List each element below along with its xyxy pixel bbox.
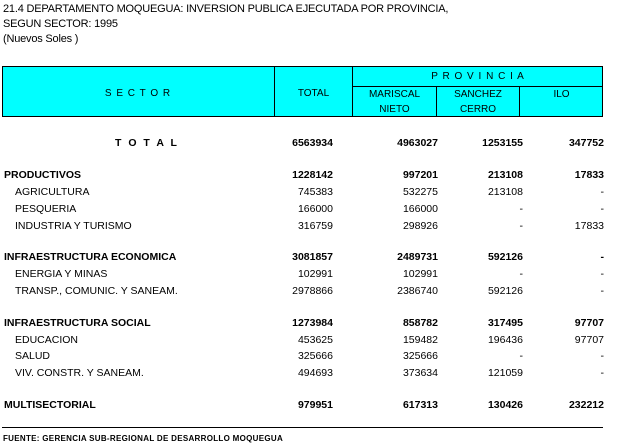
row-label: T O T A L bbox=[115, 137, 179, 149]
table-row bbox=[0, 251, 628, 267]
cell-sanchez: 196436 bbox=[487, 334, 523, 346]
row-label: PESQUERIA bbox=[15, 203, 77, 215]
table-row bbox=[0, 367, 628, 383]
cell-total: 3081857 bbox=[292, 251, 333, 263]
cell-mariscal: 4963027 bbox=[397, 137, 438, 149]
cell-ilo: - bbox=[600, 203, 604, 215]
table-row bbox=[0, 169, 628, 185]
cell-ilo: - bbox=[600, 251, 604, 263]
cell-mariscal: 166000 bbox=[402, 203, 438, 215]
table-row bbox=[0, 220, 628, 236]
cell-total: 453625 bbox=[297, 334, 333, 346]
cell-ilo: 97707 bbox=[574, 317, 604, 329]
table-row-total bbox=[0, 137, 628, 153]
cell-ilo: - bbox=[600, 268, 604, 280]
cell-sanchez: 592126 bbox=[487, 251, 523, 263]
cell-mariscal: 298926 bbox=[402, 220, 438, 232]
row-label: PRODUCTIVOS bbox=[4, 169, 82, 181]
cell-ilo: 17833 bbox=[574, 220, 604, 232]
cell-total: 2978866 bbox=[292, 285, 333, 297]
cell-total: 316759 bbox=[297, 220, 333, 232]
cell-mariscal: 2386740 bbox=[397, 285, 438, 297]
cell-ilo: 232212 bbox=[568, 399, 604, 411]
cell-mariscal: 997201 bbox=[402, 169, 438, 181]
cell-mariscal: 617313 bbox=[402, 399, 438, 411]
cell-total: 6563934 bbox=[292, 137, 333, 149]
header-provincia: P R O V I N C I A bbox=[431, 71, 525, 82]
cell-ilo: - bbox=[600, 186, 604, 198]
cell-mariscal: 2489731 bbox=[397, 251, 438, 263]
table-row bbox=[0, 285, 628, 301]
cell-sanchez: - bbox=[519, 203, 523, 215]
table-row bbox=[0, 399, 628, 415]
row-label: INDUSTRIA Y TURISMO bbox=[15, 220, 132, 232]
cell-sanchez: 1253155 bbox=[482, 137, 523, 149]
header-ilo: ILO bbox=[553, 89, 570, 100]
cell-mariscal: 102991 bbox=[402, 268, 438, 280]
row-label: EDUCACION bbox=[15, 334, 79, 346]
cell-mariscal: 325666 bbox=[402, 350, 438, 362]
cell-mariscal: 858782 bbox=[402, 317, 438, 329]
header-mariscal-1: MARISCAL bbox=[368, 89, 421, 100]
cell-sanchez: 592126 bbox=[487, 285, 523, 297]
source-note: FUENTE: GERENCIA SUB-REGIONAL DE DESARROLLO MOQUEGUA bbox=[3, 434, 284, 443]
cell-total: 325666 bbox=[297, 350, 333, 362]
table-row bbox=[0, 350, 628, 366]
row-label: INFRAESTRUCTURA SOCIAL bbox=[4, 317, 151, 329]
cell-sanchez: 213108 bbox=[487, 186, 523, 198]
cell-total: 745383 bbox=[297, 186, 333, 198]
table-row bbox=[0, 268, 628, 284]
cell-total: 102991 bbox=[297, 268, 333, 280]
cell-sanchez: 130426 bbox=[487, 399, 523, 411]
row-label: SALUD bbox=[15, 350, 51, 362]
cell-sanchez: 317495 bbox=[487, 317, 523, 329]
cell-ilo: 347752 bbox=[568, 137, 604, 149]
cell-mariscal: 532275 bbox=[402, 186, 438, 198]
row-label: TRANSP., COMUNIC. Y SANEAM. bbox=[15, 285, 178, 297]
header-total: TOTAL bbox=[297, 88, 330, 99]
cell-ilo: - bbox=[600, 367, 604, 379]
table-title-line1: 21.4 DEPARTAMENTO MOQUEGUA: INVERSION PUBLICA EJECUTADA POR PROVINCIA, bbox=[3, 3, 449, 15]
cell-mariscal: 373634 bbox=[402, 367, 438, 379]
table-row bbox=[0, 334, 628, 350]
header-sanchez-1: SANCHEZ bbox=[454, 89, 502, 100]
cell-ilo: - bbox=[600, 350, 604, 362]
footer-divider bbox=[2, 427, 603, 428]
cell-ilo: 17833 bbox=[574, 169, 604, 181]
header-divider bbox=[352, 86, 603, 87]
cell-total: 494693 bbox=[297, 367, 333, 379]
table-row bbox=[0, 203, 628, 219]
cell-sanchez: - bbox=[519, 220, 523, 232]
cell-sanchez: 121059 bbox=[487, 367, 523, 379]
cell-total: 166000 bbox=[297, 203, 333, 215]
table-title-line2: SEGUN SECTOR: 1995 bbox=[3, 18, 118, 30]
header-sector: S E C T O R bbox=[104, 88, 172, 99]
header-mariscal-2: NIETO bbox=[379, 104, 410, 115]
row-label: AGRICULTURA bbox=[15, 186, 90, 198]
cell-sanchez: - bbox=[519, 350, 523, 362]
table-units: (Nuevos Soles ) bbox=[3, 33, 79, 45]
row-label: ENERGIA Y MINAS bbox=[15, 268, 108, 280]
cell-total: 1273984 bbox=[292, 317, 333, 329]
header-sanchez-2: CERRO bbox=[459, 104, 497, 115]
row-label: MULTISECTORIAL bbox=[4, 399, 96, 411]
cell-sanchez: - bbox=[519, 268, 523, 280]
cell-ilo: - bbox=[600, 285, 604, 297]
table-row bbox=[0, 317, 628, 333]
cell-total: 1228142 bbox=[292, 169, 333, 181]
row-label: INFRAESTRUCTURA ECONOMICA bbox=[4, 251, 177, 263]
cell-total: 979951 bbox=[297, 399, 333, 411]
table-row bbox=[0, 186, 628, 202]
row-label: VIV. CONSTR. Y SANEAM. bbox=[15, 367, 144, 379]
cell-mariscal: 159482 bbox=[402, 334, 438, 346]
cell-sanchez: 213108 bbox=[487, 169, 523, 181]
cell-ilo: 97707 bbox=[574, 334, 604, 346]
